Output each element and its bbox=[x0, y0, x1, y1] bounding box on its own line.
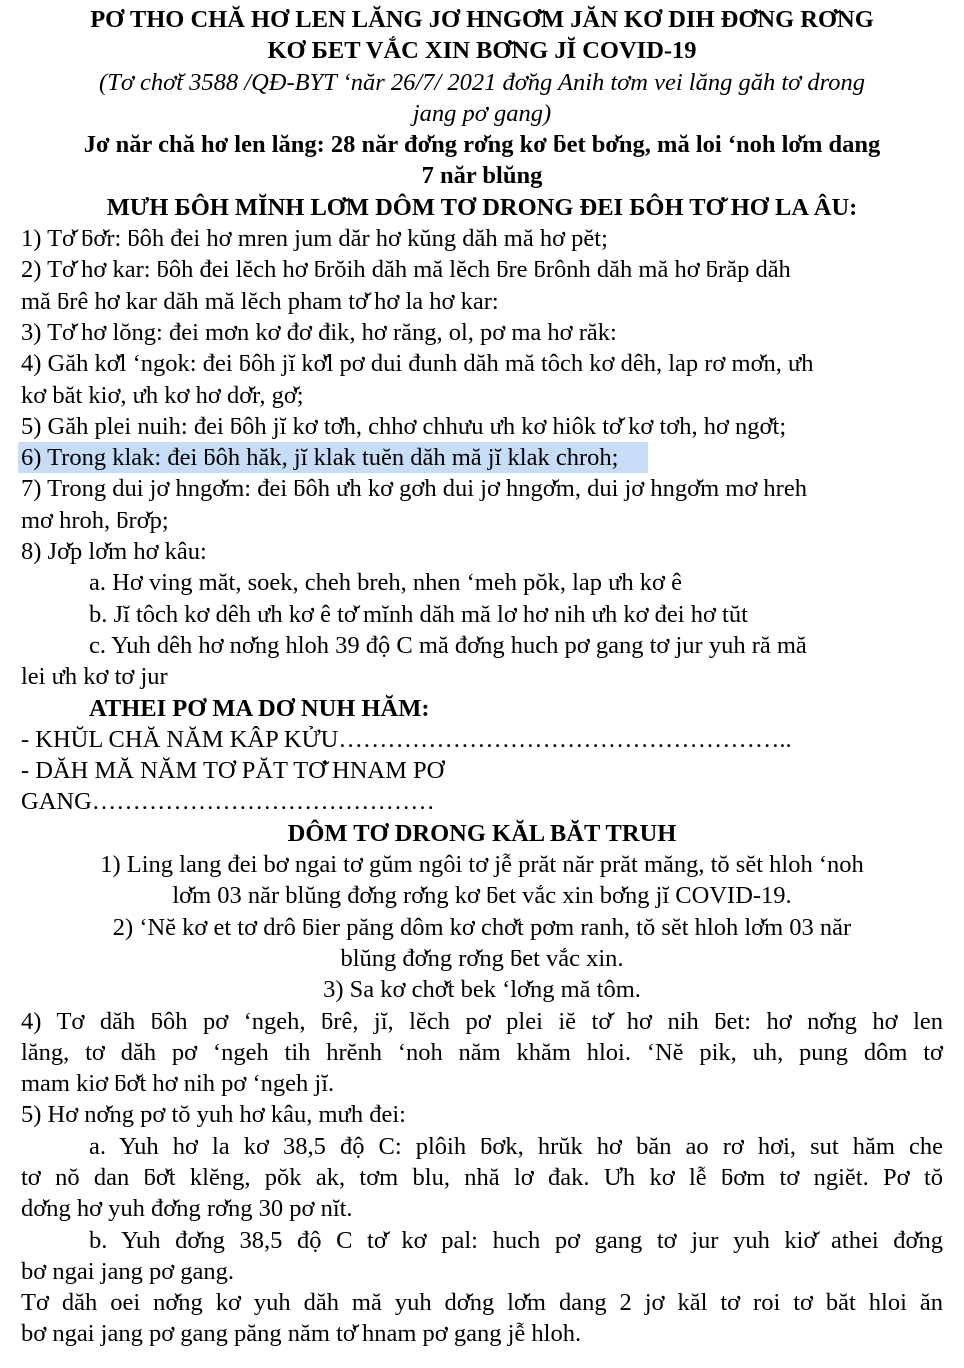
symptom-item: 1) Tơ̆ ƃơ̆r: ƃôh đei hơ mren jum dăr hơ kŭng dăh mă hơ pĕt; bbox=[21, 225, 608, 253]
closing-note: Tơ dăh oei nơ̆ng kơ yuh dăh mă yuh dơ̆ng lơ̆m dang 2 jơ kăl tơ roi tơ băt hloi ăn bbox=[21, 1289, 943, 1317]
note-item: 2) ‘Nĕ kơ et tơ drô ƃier păng dôm kơ chơ̆t pơm ranh, tŏ sĕt hloh lơ̆m 03 năr bbox=[112, 913, 852, 941]
note-subitem: dơ̆ng hơ yuh đơ̆ng rơ̆ng 30 pơ nĭt. bbox=[21, 1195, 353, 1223]
signature-heading: ATHEI PƠ MA DƠ NUH HĂM: bbox=[89, 694, 430, 722]
doctor-fill-dots[interactable]: …………………………………… bbox=[91, 788, 435, 816]
symptom-item: 8) Jơ̆p lơ̆m hơ kâu: bbox=[21, 538, 207, 566]
symptom-item: mă ƃrê hơ kar dăh mă lĕch pham tơ̆ hơ la hơ kar: bbox=[21, 287, 499, 315]
symptom-item: kơ băt kiơ, ưh kơ hơ dơ̆r, gơ̆; bbox=[21, 381, 304, 409]
document-title: PƠ THO CHĂ HƠ LEN LĂNG JƠ HNGƠ̆M JĂN KƠ DIH ĐƠ̆NG RƠ̆NG bbox=[90, 6, 874, 33]
staff-label: - KHŬL CHĂ NĂM KÂP KỬU bbox=[21, 725, 339, 753]
symptom-subitem: b. Jĭ tôch kơ dêh ưh kơ ê tơ̆ mĭnh dăh mă lơ hơ nih ưh kơ đei hơ tŭt bbox=[89, 600, 748, 628]
symptom-subitem: lei ưh kơ tơ jur bbox=[21, 663, 168, 691]
staff-signature-line bbox=[21, 724, 943, 755]
note-item: mam kiơ ƃơ̆t hơ nih pơ ‘ngeh jĭ. bbox=[21, 1070, 335, 1098]
document-reference: (Tơ chơ̆t 3588 /QĐ-BYT ‘năr 26/7/ 2021 đơ̆ng Anih tơm vei lăng găh tơ drong bbox=[99, 68, 865, 96]
doctor-label: - DĂH MĂ NĂM TƠ PĂT TƠ̆ HNAM PƠ bbox=[21, 757, 445, 785]
doctor-label-line2: GANG bbox=[21, 788, 92, 816]
note-item: 1) Ling lang đei bơ ngai tơ gŭm ngôi tơ jễ prăt năr prăt măng, tŏ sĕt hloh ‘noh bbox=[100, 851, 864, 879]
note-item: 4) Tơ dăh ƃôh pơ ‘ngeh, ƃrê, jĭ, lĕch pơ plei iĕ tơ̆ hơ nih ƃet: hơ nơ̆ng hơ len bbox=[21, 1007, 943, 1035]
monitoring-period: Jơ năr chă hơ len lăng: 28 năr đơ̆ng rơ̆ng kơ ƃet bơ̆ng, mă loi ‘noh lơ̆m dang bbox=[83, 131, 881, 159]
closing-note: bơ ngai jang pơ gang păng năm tơ̆ hnam pơ gang jễ hloh. bbox=[21, 1320, 582, 1348]
document-title-line2: KƠ ƂET VẮC XIN BƠ̆NG JĬ COVID-19 bbox=[267, 37, 697, 65]
symptoms-heading: MƯH ƂÔH MĬNH LƠ̆M DÔM TƠ DRONG ĐEI ƂÔH TƠ̆ HƠ LA ÂU: bbox=[106, 193, 858, 221]
note-item: 3) Sa kơ chơ̆t bek ‘lơ̆ng mă tôm. bbox=[323, 976, 641, 1004]
symptom-item: 4) Găh kơ̆l ‘ngok: đei ƃôh jĭ kơ̆l pơ dui đunh dăh mă tôch kơ dêh, lap rơ mơ̆n, ưh bbox=[21, 350, 814, 378]
symptom-item-selected[interactable]: 6) Trong klak: đei ƃôh hăk, jĭ klak tuĕn dăh mă jĭ klak chroh; bbox=[18, 442, 648, 473]
doctor-signature-line bbox=[21, 786, 943, 817]
note-subitem: a. Yuh hơ la kơ 38,5 độ C: plôih ƃơk, hrŭk hơ băn ao rơ hơi, sut hăm che bbox=[89, 1132, 943, 1160]
symptom-item: 3) Tơ̆ hơ lŏng: đei mơn kơ đơ đik, hơ răng, ol, pơ ma hơ răk: bbox=[21, 318, 617, 346]
notes-heading: DÔM TƠ DRONG KĂL BĂT TRUH bbox=[287, 819, 677, 847]
note-subitem: tơ nŏ dan ƃơ̆t klĕng, pŏk ak, tơm blu, nhă lơ đak. Ưh kơ lễ ƃơm tơ ngiĕt. Pơ tŏ bbox=[21, 1163, 943, 1191]
symptom-subitem: a. Hơ ving măt, soek, cheh breh, nhen ‘meh pŏk, lap ưh kơ ê bbox=[89, 569, 683, 597]
staff-fill-dots[interactable]: ……………………………………………….. bbox=[338, 725, 792, 753]
symptom-item: 5) Găh plei nuih: đei ƃôh jĭ kơ tơ̆h, chhơ chhưu ưh kơ hiôk tơ̆ kơ tơh, hơ ngơ̆t; bbox=[21, 412, 787, 440]
monitoring-period-line2: 7 năr blŭng bbox=[421, 162, 543, 190]
symptom-item: mơ hroh, ƃrơ̆p; bbox=[21, 506, 169, 534]
note-subitem: bơ ngai jang pơ gang. bbox=[21, 1257, 235, 1285]
symptom-item: 7) Trong dui jơ hngơ̆m: đei ƃôh ưh kơ gơh dui jơ hngơ̆m, dui jơ hngơ̆m mơ hreh bbox=[21, 475, 807, 503]
note-item: blŭng đơ̆ng rơ̆ng ƃet vắc xin. bbox=[340, 944, 624, 972]
note-item: 5) Hơ nơ̆ng pơ tŏ yuh hơ kâu, mưh đei: bbox=[21, 1101, 406, 1129]
symptom-subitem: c. Yuh dêh hơ nơ̆ng hloh 39 độ C mă đơ̆ng huch pơ gang tơ jur yuh ră mă bbox=[89, 631, 807, 659]
symptom-item: 2) Tơ̆ hơ kar: ƃôh đei lĕch hơ ƃrŏih dăh mă lĕch ƃre ƃrônh dăh mă hơ ƃrăp dăh bbox=[21, 256, 791, 284]
note-subitem: b. Yuh đơ̆ng 38,5 độ C tơ̆ kơ pal: huch pơ gang tơ jur yuh kiơ̆ athei đơ̆ng bbox=[89, 1226, 943, 1254]
note-item: lơ̆m 03 năr blŭng đơ̆ng rơ̆ng kơ ƃet vắc xin bơ̆ng jĭ COVID-19. bbox=[172, 882, 792, 910]
document-reference-line2: jang pơ gang) bbox=[412, 99, 552, 127]
note-item: lăng, tơ dăh pơ ‘ngeh tih hrĕnh ‘noh năm khăm hloi. ‘Nĕ pik, uh, pung dôm tơ bbox=[21, 1038, 943, 1066]
